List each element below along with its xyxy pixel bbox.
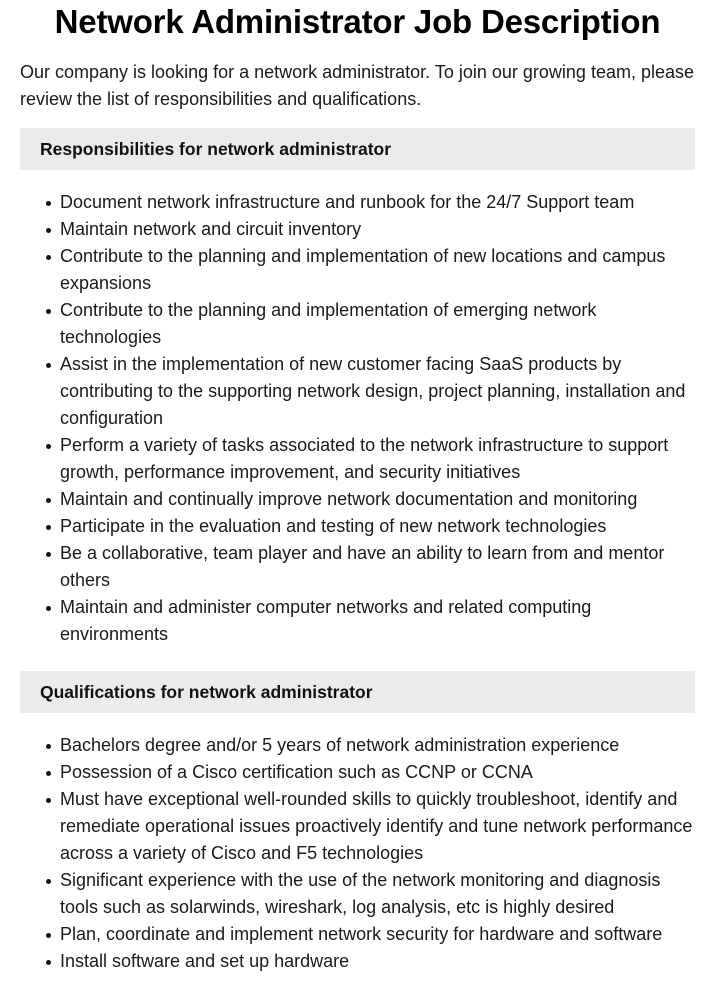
list-item: Install software and set up hardware (60, 948, 695, 975)
list-item: Contribute to the planning and implementation of emerging network technologies (60, 297, 695, 351)
list-item: Must have exceptional well-rounded skills to quickly troubleshoot, identify and remediate operational issues proactively identify and tune network performance across a variety of Cisco and F5 technologies (60, 786, 695, 867)
list-item: Document network infrastructure and runbook for the 24/7 Support team (60, 189, 695, 216)
page-title: Network Administrator Job Description (54, 3, 661, 40)
list-item: Be a collaborative, team player and have an ability to learn from and mentor others (60, 540, 695, 594)
list-item: Assist in the implementation of new customer facing SaaS products by contributing to the supporting network design, project planning, installation and configuration (60, 351, 695, 432)
list-item: Participate in the evaluation and testing of new network technologies (60, 513, 695, 540)
qualifications-heading: Qualifications for network administrator (20, 671, 695, 713)
qualifications-list (20, 713, 695, 993)
list-item: Maintain and continually improve network documentation and monitoring (60, 486, 695, 513)
responsibilities-list (20, 170, 695, 666)
list-item: Maintain and administer computer networks and related computing environments (60, 594, 695, 648)
list-item: Possession of a Cisco certification such as CCNP or CCNA (60, 759, 695, 786)
list-item: Plan, coordinate and implement network security for hardware and software (60, 921, 695, 948)
list-item: Maintain network and circuit inventory (60, 216, 695, 243)
intro-text: Our company is looking for a network administrator. To join our growing team, please review the list of responsibilities and qualifications. (20, 62, 694, 109)
list-item: Contribute to the planning and implementation of new locations and campus expansions (60, 243, 695, 297)
list-item: Perform a variety of tasks associated to the network infrastructure to support growth, performance improvement, and security initiatives (60, 432, 695, 486)
list-item: Bachelors degree and/or 5 years of network administration experience (60, 732, 695, 759)
list-item: Significant experience with the use of the network monitoring and diagnosis tools such as solarwinds, wireshark, log analysis, etc is highly desired (60, 867, 695, 921)
responsibilities-heading: Responsibilities for network administrator (20, 128, 695, 170)
